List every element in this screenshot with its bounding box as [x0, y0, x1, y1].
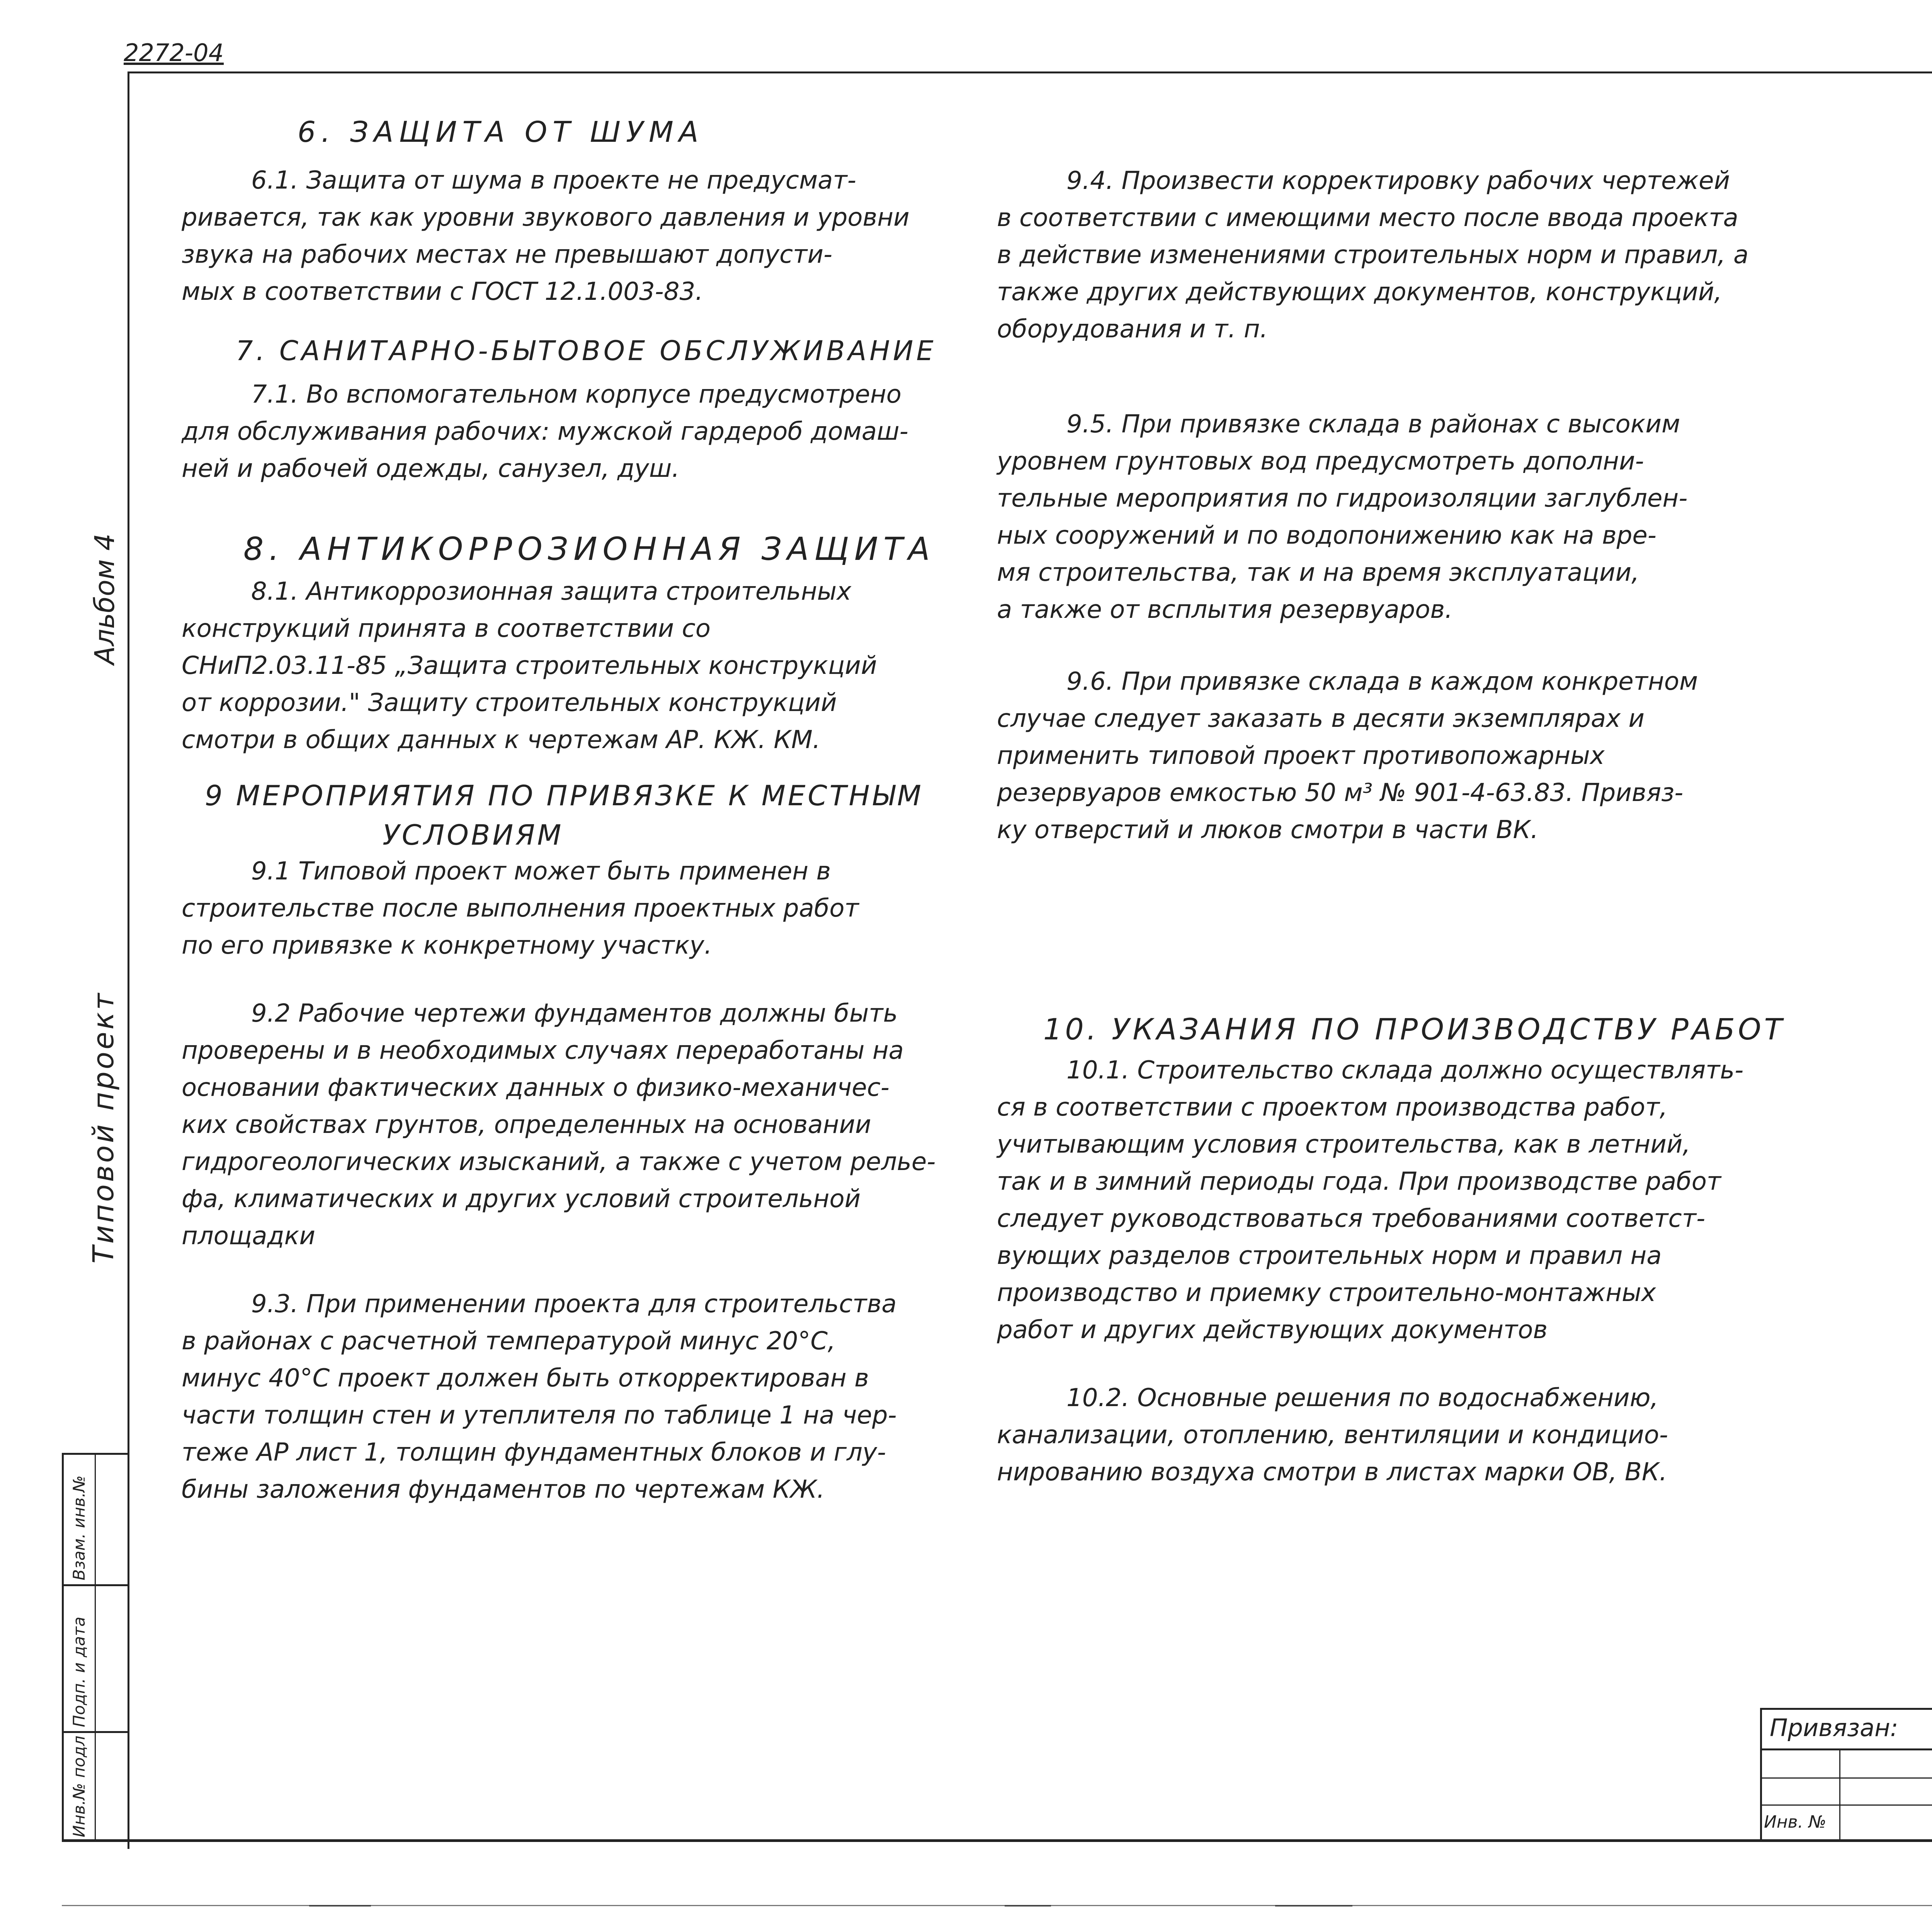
- text-line: звука на рабочих местах не превышают допусти-: [182, 240, 833, 269]
- text-line: ных сооружений и по водопонижению как на вре-: [997, 521, 1656, 550]
- section-9-1-paragraph: [182, 853, 937, 964]
- text-line: канализации, отоплению, вентиляции и кондицио-: [997, 1421, 1668, 1449]
- text-line: 10.2. Основные решения по водоснабжению,: [1066, 1384, 1658, 1412]
- section-9-title-cont: УСЛОВИЯМ: [383, 819, 564, 851]
- text-line: фа, климатических и других условий строительной: [182, 1185, 861, 1213]
- section-8-paragraph: [182, 573, 937, 759]
- text-line: бины заложения фундаментов по чертежам КЖ.: [182, 1475, 825, 1504]
- text-line: 7.1. Во вспомогательном корпусе предусмотрено: [251, 380, 901, 409]
- section-10-1-paragraph: [997, 1052, 1785, 1349]
- section-9-title: 9 МЕРОПРИЯТИЯ ПО ПРИВЯЗКЕ К МЕСТНЫМ: [205, 779, 923, 812]
- bound-label: Привязан:: [1770, 1714, 1898, 1742]
- text-line: резервуаров емкостью 50 м³ № 901-4-63.83. Привяз-: [997, 779, 1684, 807]
- side-stamp-inv: Инв.№ подл: [70, 1735, 88, 1837]
- text-line: 9.6. При привязке склада в каждом конкретном: [1066, 667, 1698, 696]
- text-line: в районах с расчетной температурой минус 20°С,: [182, 1327, 836, 1355]
- section-6-paragraph: [182, 162, 937, 310]
- inv-label: Инв. №: [1764, 1812, 1827, 1832]
- side-stamp-divider: [95, 1453, 96, 1841]
- text-line: следует руководствоваться требованиями соответст-: [997, 1204, 1706, 1233]
- text-line: минус 40°С проект должен быть откорректирован в: [182, 1364, 869, 1393]
- text-line: от коррозии." Защиту строительных конструкций: [182, 689, 837, 717]
- text-line: ривается, так как уровни звукового давления и уровни: [182, 203, 910, 232]
- stamp-row-line-2: [1760, 1777, 1932, 1779]
- text-line: а также от всплытия резервуаров.: [997, 595, 1453, 624]
- text-line: проверены и в необходимых случаях переработаны на: [182, 1036, 904, 1065]
- section-6-title: 6. ЗАЩИТА ОТ ШУМА: [298, 116, 704, 149]
- text-line: 9.3. При применении проекта для строительства: [251, 1290, 897, 1318]
- text-line: 10.1. Строительство склада должно осуществлять-: [1066, 1056, 1744, 1085]
- text-line: 9.2 Рабочие чертежи фундаментов должны быть: [251, 999, 898, 1028]
- text-line: нированию воздуха смотри в листах марки ОВ, ВК.: [997, 1458, 1667, 1486]
- text-line: также других действующих документов, конструкций,: [997, 278, 1722, 306]
- side-stamp-sign: Подп. и дата: [70, 1616, 88, 1727]
- section-9-4-paragraph: [997, 162, 1785, 348]
- text-line: основании фактических данных о физико-механичес-: [182, 1073, 889, 1102]
- frame-top: [128, 71, 1932, 73]
- section-10-title: 10. УКАЗАНИЯ ПО ПРОИЗВОДСТВУ РАБОТ: [1043, 1012, 1786, 1046]
- section-7-title: 7. САНИТАРНО-БЫТОВОЕ ОБСЛУЖИВАНИЕ: [236, 335, 937, 367]
- text-line: 9.1 Типовой проект может быть применен в: [251, 857, 831, 886]
- side-stamp-replace: Взам. инв.№: [70, 1475, 88, 1580]
- section-7-paragraph: [182, 376, 937, 487]
- right-column: [997, 162, 1785, 1491]
- text-line: для обслуживания рабочих: мужской гардероб домаш-: [182, 417, 908, 446]
- doc-code: 2272-04: [124, 39, 224, 67]
- section-9-6-paragraph: [997, 663, 1785, 849]
- text-line: в соответствии с имеющими место после ввода проекта: [997, 204, 1738, 232]
- text-line: 9.5. При привязке склада в районах с высоким: [1066, 410, 1680, 439]
- text-line: тельные мероприятия по гидроизоляции заглублен-: [997, 484, 1688, 513]
- text-line: 9.4. Произвести корректировку рабочих чертежей: [1066, 167, 1730, 195]
- text-line: ся в соответствии с проектом производства работ,: [997, 1093, 1668, 1122]
- section-9-3-paragraph: [182, 1286, 937, 1508]
- text-line: мя строительства, так и на время эксплуатации,: [997, 558, 1639, 587]
- text-line: строительстве после выполнения проектных работ: [182, 894, 859, 923]
- text-line: ку отверстий и люков смотри в части ВК.: [997, 816, 1539, 844]
- text-line: ких свойствах грунтов, определенных на основании: [182, 1111, 871, 1139]
- text-line: оборудования и т. п.: [997, 315, 1268, 344]
- text-line: гидрогеологических изысканий, а также с учетом релье-: [182, 1148, 936, 1176]
- text-line: мых в соответствии с ГОСТ 12.1.003-83.: [182, 277, 703, 306]
- text-line: случае следует заказать в десяти экземплярах и: [997, 704, 1645, 733]
- text-line: вующих разделов строительных норм и правил на: [997, 1242, 1662, 1270]
- text-line: СНиП2.03.11-85 „Защита строительных конструкций: [182, 651, 877, 680]
- text-line: учитывающим условия строительства, как в летний,: [997, 1130, 1690, 1159]
- text-line: по его привязке к конкретному участку.: [182, 931, 712, 960]
- stamp-row-line-3: [1760, 1804, 1932, 1806]
- text-line: смотри в общих данных к чертежам АР. КЖ. КМ.: [182, 726, 821, 754]
- typical-project-label: Типовой проект: [87, 991, 120, 1264]
- stamp-row-line-1: [1760, 1748, 1932, 1750]
- text-line: так и в зимний периоды года. При производстве работ: [997, 1167, 1721, 1196]
- text-line: ней и рабочей одежды, санузел, душ.: [182, 454, 680, 483]
- text-line: теже АР лист 1, толщин фундаментных блоков и глу-: [182, 1438, 886, 1467]
- scan-mark: [309, 1905, 371, 1906]
- text-line: работ и других действующих документов: [997, 1316, 1548, 1344]
- text-line: конструкций принята в соответствии со: [182, 614, 711, 643]
- section-9-5-paragraph: [997, 406, 1785, 628]
- text-line: площадки: [182, 1222, 315, 1250]
- text-line: части толщин стен и утеплителя по таблице 1 на чер-: [182, 1401, 897, 1430]
- text-line: 6.1. Защита от шума в проекте не предусмат-: [251, 166, 856, 195]
- stamp-col-line-1: [1839, 1748, 1840, 1841]
- text-line: 8.1. Антикоррозионная защита строительных: [251, 577, 852, 606]
- frame-bottom: [62, 1839, 1932, 1842]
- section-9-2-paragraph: [182, 995, 937, 1255]
- scan-mark: [1275, 1905, 1352, 1906]
- scan-mark: [1005, 1905, 1051, 1906]
- section-10-2-paragraph: [997, 1379, 1785, 1491]
- text-line: производство и приемку строительно-монтажных: [997, 1279, 1656, 1307]
- left-column: [182, 118, 937, 1508]
- album-label: Альбом 4: [89, 533, 121, 665]
- text-line: уровнем грунтовых вод предусмотреть дополни-: [997, 447, 1644, 476]
- text-line: в действие изменениями строительных норм и правил, а: [997, 241, 1749, 269]
- text-line: применить типовой проект противопожарных: [997, 742, 1605, 770]
- section-8-title: 8. АНТИКОРРОЗИОННАЯ ЗАЩИТА: [243, 531, 935, 568]
